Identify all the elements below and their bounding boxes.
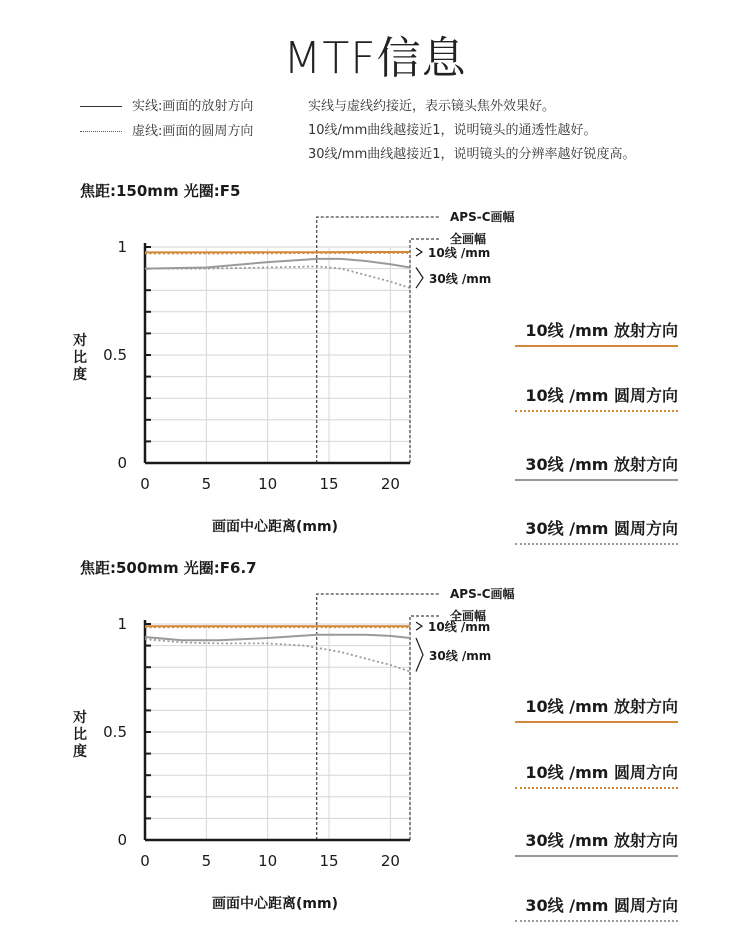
side-label-10lp-circ-2: 10线 /mm 圆周方向 (515, 760, 678, 789)
y-tick-label: 0 (117, 454, 127, 472)
side-label-30lp-circ-2: 30线 /mm 圆周方向 (515, 893, 678, 922)
legend-solid (80, 95, 253, 114)
mtf-chart-500mm (0, 582, 520, 922)
chart-1-heading: 焦距:150mm 光圈:F5 (80, 182, 241, 200)
lp30-label: 30线 /mm (429, 648, 492, 663)
x-tick-label: 20 (380, 852, 400, 870)
side-label-10lp-radial-1: 10线 /mm 放射方向 (515, 318, 678, 347)
note-2: 10线/mm曲线越接近1，说明镜头的通透性越好。 (308, 123, 597, 138)
side-label-30lp-circ-1: 30线 /mm 圆周方向 (515, 516, 678, 545)
lp30-bracket (416, 268, 423, 289)
y-tick-label: 0.5 (103, 723, 127, 741)
y-axis-label: 对比度 (73, 333, 87, 383)
y-tick-label: 0.5 (103, 346, 127, 364)
side-label-10lp-radial-2: 10线 /mm 放射方向 (515, 694, 678, 723)
full-frame-label: 全画幅 (450, 609, 487, 623)
note-3: 30线/mm曲线越接近1，说明镜头的分辨率越好锐度高。 (308, 147, 636, 162)
x-tick-label: 0 (140, 475, 150, 493)
full-frame-label: 全画幅 (450, 232, 487, 246)
lp10-label: 10线 /mm (428, 245, 491, 260)
aps-c-boundary (317, 594, 440, 840)
solid-line-swatch (80, 106, 122, 107)
side-label-30lp-radial-1: 30线 /mm 放射方向 (515, 452, 678, 481)
y-axis-label: 对比度 (73, 710, 87, 760)
x-axis-label: 画面中心距离(mm) (212, 519, 338, 535)
30lp-radial-line (145, 635, 410, 640)
x-tick-label: 15 (319, 852, 339, 870)
lp10-label: 10线 /mm (428, 620, 491, 635)
x-tick-label: 0 (140, 852, 150, 870)
side-label-30lp-radial-2: 30线 /mm 放射方向 (515, 828, 678, 857)
x-tick-label: 10 (258, 475, 278, 493)
30lp-circumferential-line (145, 639, 410, 671)
y-tick-label: 1 (117, 238, 127, 256)
side-label-10lp-circ-1: 10线 /mm 圆周方向 (515, 383, 678, 412)
30lp-circumferential-line (145, 266, 410, 288)
chart-2-heading: 焦距:500mm 光圈:F6.7 (80, 559, 257, 577)
30lp-radial-line (145, 259, 410, 269)
x-tick-label: 5 (201, 475, 212, 493)
y-tick-label: 1 (117, 615, 127, 633)
x-tick-label: 10 (258, 852, 278, 870)
lp10-arrow (416, 248, 422, 256)
dotted-line-swatch (80, 131, 122, 132)
mtf-chart-150mm (0, 205, 520, 545)
lp30-label: 30线 /mm (429, 271, 492, 286)
legend-dotted (80, 120, 253, 139)
x-tick-label: 15 (319, 475, 339, 493)
legend-dotted-label: 虚线:画面的圆周方向 (132, 124, 254, 139)
lp10-arrow (416, 622, 422, 630)
aps-c-label: APS-C画幅 (450, 587, 515, 601)
x-tick-label: 20 (380, 475, 400, 493)
x-axis-label: 画面中心距离(mm) (212, 896, 338, 912)
aps-c-label: APS-C画幅 (450, 210, 515, 224)
note-1: 实线与虚线约接近，表示镜头焦外效果好。 (308, 99, 556, 114)
legend-solid-label: 实线:画面的放射方向 (132, 99, 254, 114)
lp30-bracket (416, 638, 423, 671)
page-title: MTF信息 (283, 33, 467, 84)
x-tick-label: 5 (201, 852, 212, 870)
y-tick-label: 0 (117, 831, 127, 849)
